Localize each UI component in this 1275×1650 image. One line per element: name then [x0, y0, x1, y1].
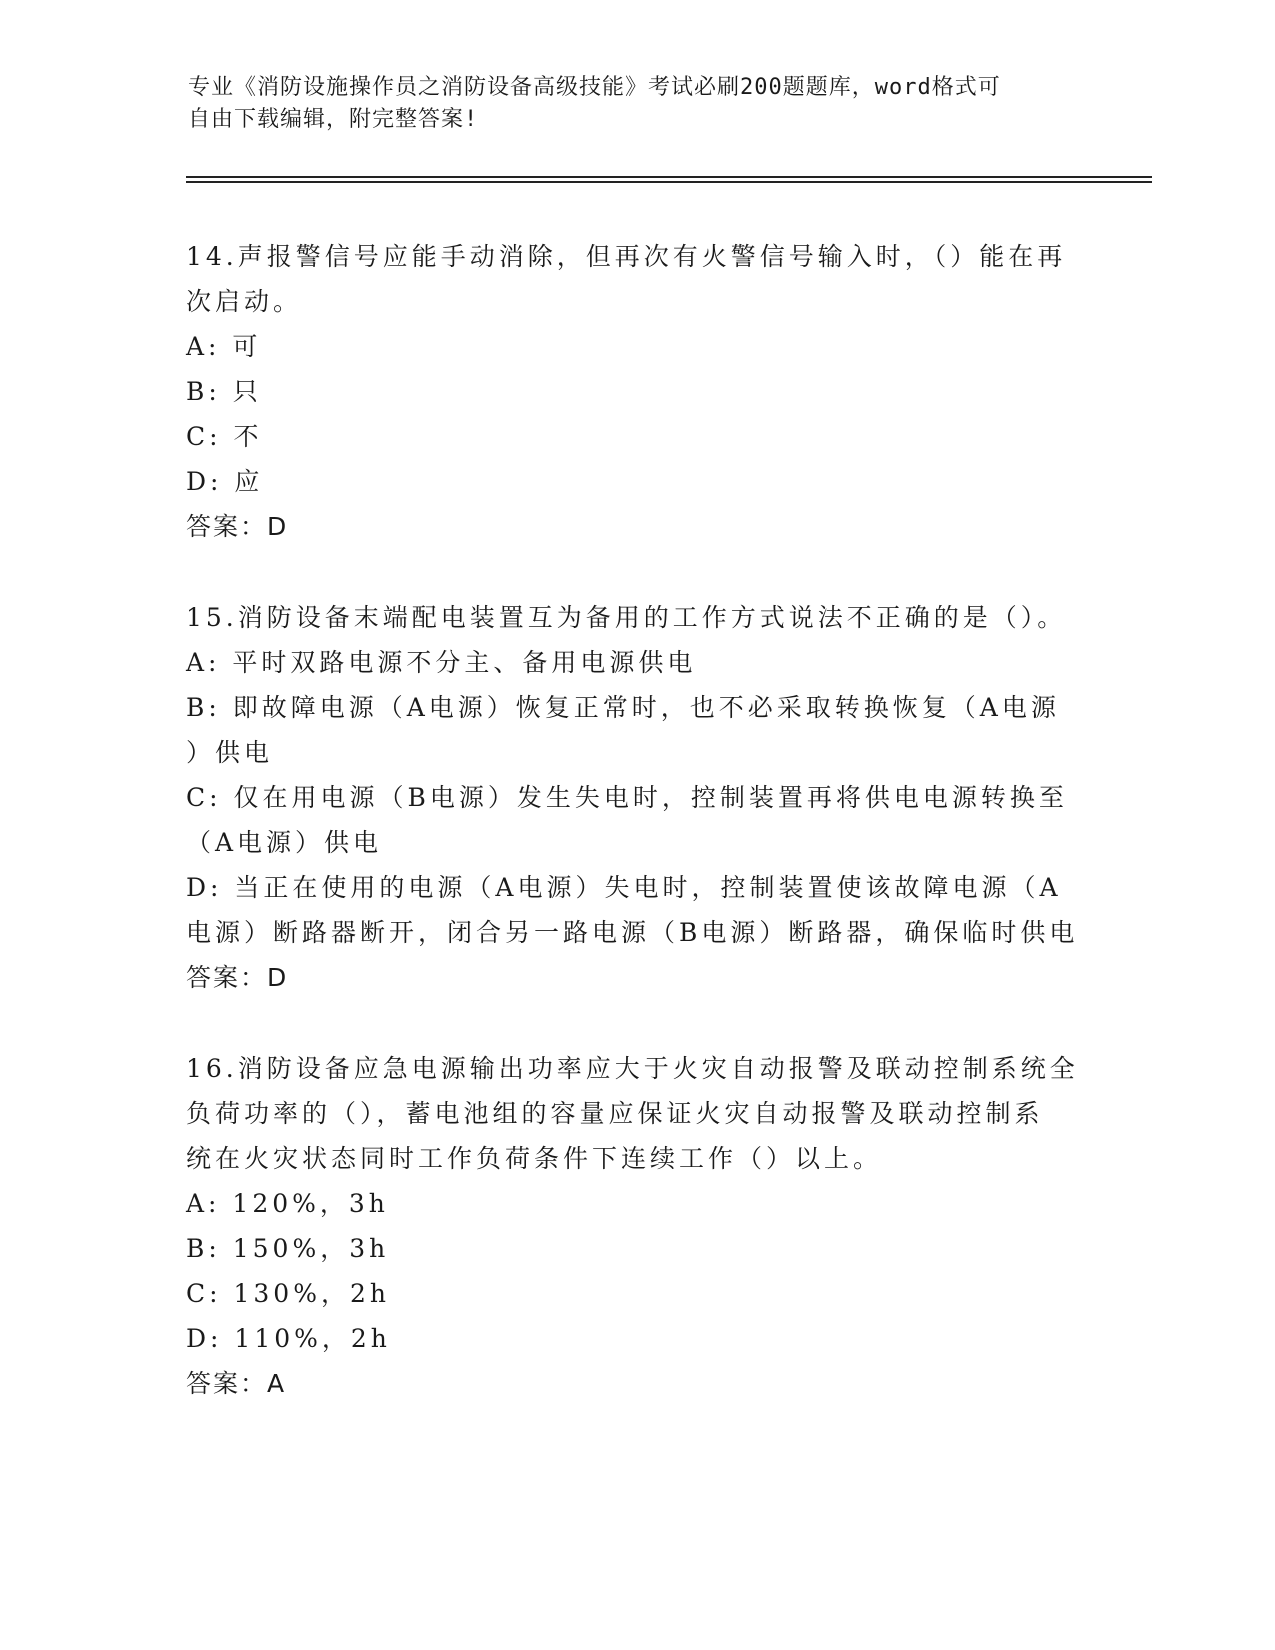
question-14: [186, 234, 1086, 549]
answer-line: 答案：A: [186, 1369, 287, 1398]
header-divider-bottom: [186, 181, 1152, 183]
question-16: [186, 1046, 1086, 1406]
answer-line: 答案：D: [186, 963, 289, 992]
option-b: B: 150%，3h: [186, 1234, 390, 1263]
option-c: C: 不: [186, 422, 263, 451]
question-stem: 14.声报警信号应能手动消除，但再次有火警信号输入时，（）能在再 次启动。: [186, 242, 1067, 316]
question-stem: 15.消防设备末端配电装置互为备用的工作方式说法不正确的是（）。: [186, 603, 1067, 632]
question-list: [186, 234, 1086, 1452]
option-b: B: 即故障电源（A电源）恢复正常时，也不必采取转换恢复（A电源 ）供电: [186, 693, 1060, 767]
header-divider-top: [186, 176, 1152, 178]
option-d: D: 110%，2h: [186, 1324, 391, 1353]
option-a: A: 平时双路电源不分主、备用电源供电: [186, 648, 697, 677]
option-a: A: 120%，3h: [186, 1189, 389, 1218]
answer-line: 答案：D: [186, 512, 289, 541]
option-d: D: 应: [186, 467, 264, 496]
document-header: 专业《消防设施操作员之消防设备高级技能》考试必刷200题题库，word格式可 自由下载编辑，附完整答案!: [188, 75, 1001, 132]
option-c: C: 130%，2h: [186, 1279, 390, 1308]
option-a: A: 可: [186, 332, 262, 361]
option-b: B: 只: [186, 377, 262, 406]
option-d: D: 当正在使用的电源（A电源）失电时，控制装置使该故障电源（A 电源）断路器断开，闭合另一路电源（B电源）断路器，确保临时供电: [186, 873, 1079, 947]
option-c: C: 仅在用电源（B电源）发生失电时，控制装置再将供电电源转换至 （A电源）供电: [186, 783, 1068, 857]
question-15: [186, 595, 1086, 1000]
question-stem: 16.消防设备应急电源输出功率应大于火灾自动报警及联动控制系统全 负荷功率的（），蓄电池组的容量应保证火灾自动报警及联动控制系 统在火灾状态同时工作负荷条件下连续工作（）以上。: [186, 1054, 1079, 1173]
